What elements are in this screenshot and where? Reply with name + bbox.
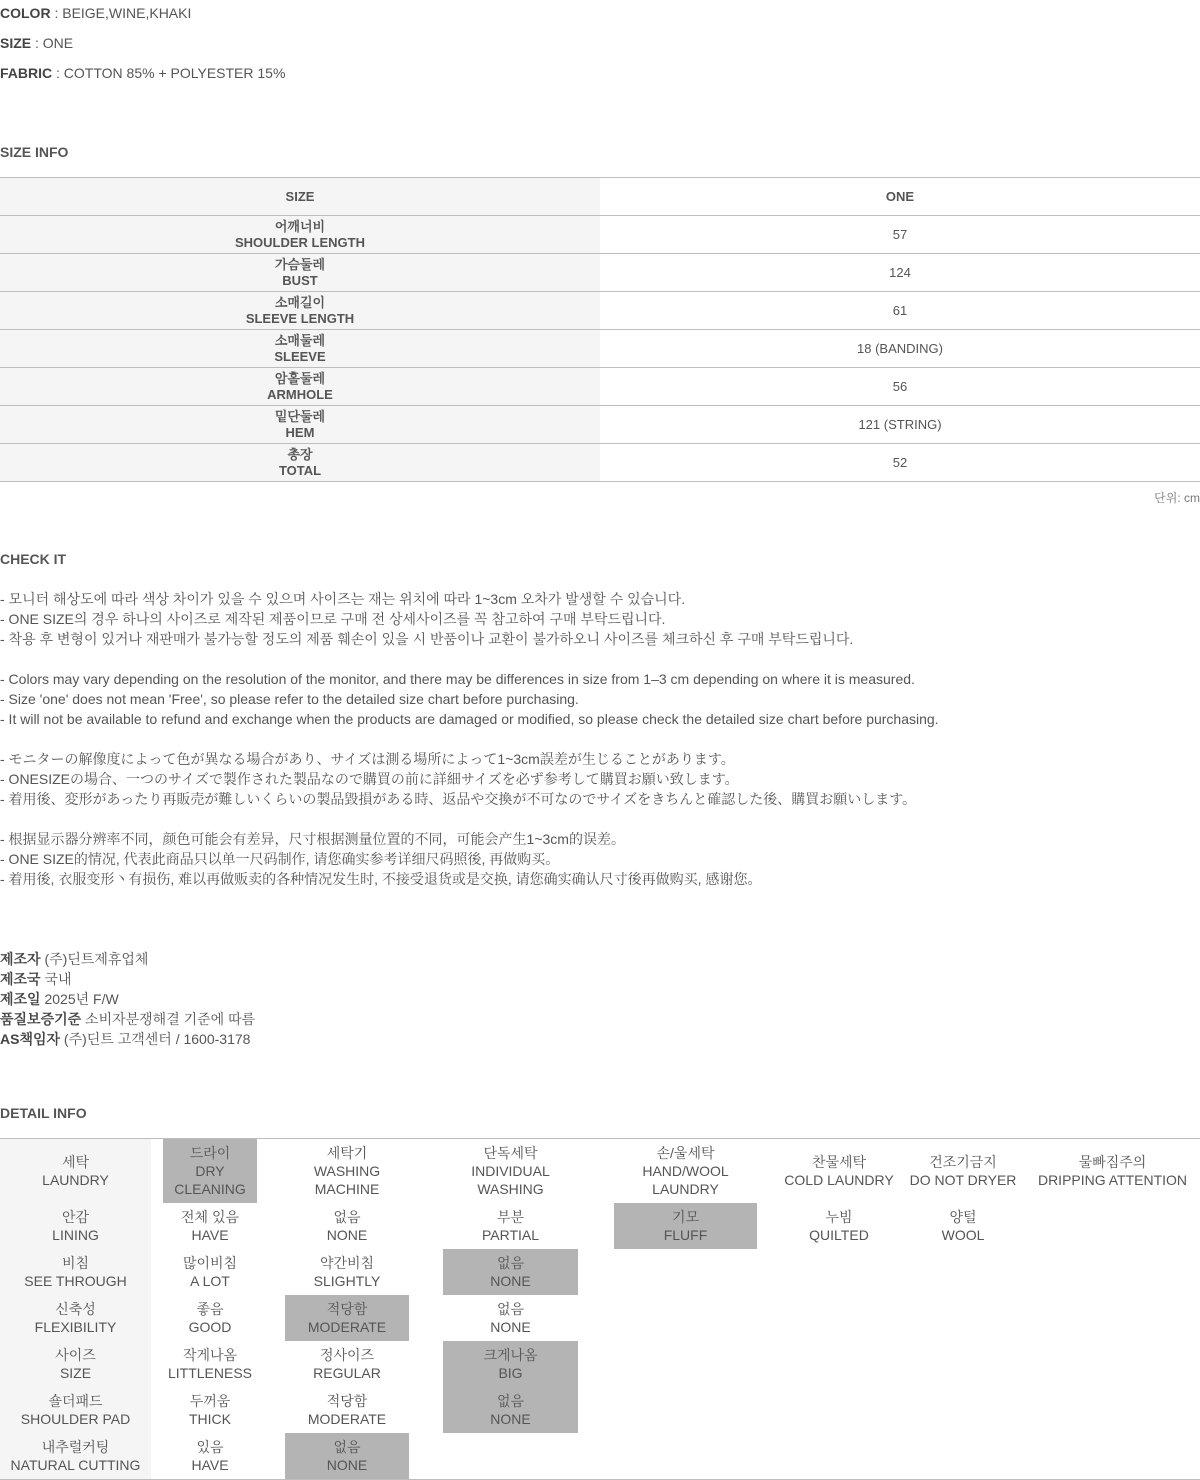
size-row-label <box>0 444 600 482</box>
spec-size-label: SIZE <box>0 35 32 51</box>
detail-option-text: 단독세탁 <box>483 1145 538 1161</box>
detail-option-text: A LOT <box>190 1273 230 1289</box>
maker-line <box>0 969 255 989</box>
notes-japanese <box>0 749 916 809</box>
size-row-label-en: BUST <box>282 272 318 288</box>
size-row-label-ko: 총장 <box>287 446 313 462</box>
spec-color-value: : BEIGE,WINE,KHAKI <box>50 5 192 21</box>
maker-info <box>0 949 255 1049</box>
detail-option <box>443 1203 578 1249</box>
detail-option-text: 없음 <box>333 1439 361 1455</box>
maker-line <box>0 949 255 969</box>
detail-option <box>285 1249 409 1295</box>
detail-option-text: BIG <box>498 1365 523 1381</box>
maker-value: 국내 <box>40 971 72 987</box>
detail-label-text: 사이즈 <box>55 1347 96 1363</box>
size-row-label-en: SLEEVE LENGTH <box>245 310 355 326</box>
detail-label-text: NATURAL CUTTING <box>10 1457 141 1473</box>
detail-option-text: NONE <box>326 1457 368 1473</box>
detail-option-text: THICK <box>189 1411 231 1427</box>
size-table-header-row <box>0 178 1200 216</box>
size-header-value: ONE <box>600 178 1200 216</box>
size-info-title: SIZE INFO <box>0 144 69 160</box>
maker-label: 품질보증기준 <box>0 1011 82 1027</box>
detail-label-text: SEE THROUGH <box>24 1273 127 1289</box>
detail-option-text: 세탁기 <box>326 1145 368 1161</box>
detail-option-selected <box>163 1139 257 1203</box>
maker-line <box>0 1009 255 1029</box>
spec-size <box>0 35 73 51</box>
detail-row-label <box>0 1139 151 1203</box>
detail-option-text: DRIPPING ATTENTION <box>1037 1172 1188 1188</box>
detail-option-text: MODERATE <box>307 1411 387 1427</box>
note-line: - 着用後, 衣服变形丶有损伤, 难以再做贩卖的各种情况发生时, 不接受退货或是交换, 请您确实确认尺寸後再做购买, 感谢您。 <box>0 871 762 887</box>
detail-label-text: FLEXIBILITY <box>34 1319 117 1335</box>
detail-option <box>443 1295 578 1341</box>
maker-value: 소비자분쟁해결 기준에 따름 <box>81 1011 256 1027</box>
unit-note: 단위: cm <box>1154 491 1200 505</box>
size-row-label-en: HEM <box>285 424 315 440</box>
size-row-label-en: SLEEVE <box>274 348 326 364</box>
size-row-label <box>0 292 600 330</box>
detail-option <box>163 1433 257 1479</box>
detail-option-text: NONE <box>490 1411 531 1427</box>
detail-option-text: 찬물세탁 <box>811 1154 867 1170</box>
detail-option-selected <box>285 1433 409 1479</box>
spec-fabric-value: : COTTON 85% + POLYESTER 15% <box>52 65 286 81</box>
detail-option-text: WOOL <box>941 1227 985 1243</box>
detail-row-label <box>0 1387 151 1433</box>
maker-value: (주)딘트제휴업체 <box>40 951 149 967</box>
size-row-label <box>0 368 600 406</box>
size-row-value: 121 (STRING) <box>600 406 1200 444</box>
detail-option-selected <box>614 1203 757 1249</box>
note-line: - 着用後、変形があったり再販売が難しいくらいの製品毀損がある時、返品や交換が不可なのでサイズをきちんと確認した後、購買お願いします。 <box>0 791 917 807</box>
detail-option-text: CLEANING <box>174 1181 246 1197</box>
note-line: - 모니터 해상도에 따라 색상 차이가 있을 수 있으며 사이즈는 재는 위치에 따라 1~3cm 오차가 발생할 수 있습니다. <box>0 591 686 607</box>
notes-english <box>0 669 939 729</box>
detail-option-text: HAVE <box>191 1457 229 1473</box>
size-row-label <box>0 406 600 444</box>
spec-fabric <box>0 65 285 81</box>
size-row-label-ko: 어깨너비 <box>274 218 326 234</box>
size-table-row <box>0 406 1200 444</box>
detail-option <box>443 1139 578 1203</box>
detail-option-text: 전체 있음 <box>181 1209 239 1225</box>
size-row-label <box>0 330 600 368</box>
size-row-value: 61 <box>600 292 1200 330</box>
spec-fabric-label: FABRIC <box>0 65 53 81</box>
detail-option-text: NONE <box>490 1319 531 1335</box>
size-table-row <box>0 444 1200 482</box>
size-table-row <box>0 292 1200 330</box>
detail-option-text: 건조기금지 <box>929 1154 997 1170</box>
size-row-label-en: SHOULDER LENGTH <box>235 234 365 250</box>
maker-label: 제조국 <box>0 971 41 987</box>
detail-option-text: 많이비침 <box>182 1255 238 1271</box>
maker-value: (주)딘트 고객센터 / 1600-3178 <box>60 1031 251 1047</box>
detail-option-text: QUILTED <box>809 1227 869 1243</box>
notes-korean <box>0 589 853 649</box>
size-row-value: 52 <box>600 444 1200 482</box>
note-line: - ONE SIZE的情况, 代表此商品只以单一尺码制作, 请您确实参考详细尺码照後, 再做购买。 <box>0 851 560 867</box>
size-row-label-ko: 암홀둘레 <box>274 370 326 386</box>
size-row-value: 124 <box>600 254 1200 292</box>
size-row-label-en: ARMHOLE <box>267 386 333 402</box>
detail-option-selected <box>443 1341 578 1387</box>
spec-color <box>0 5 191 21</box>
detail-option <box>285 1139 409 1203</box>
detail-option-text: 물빠짐주의 <box>1078 1154 1147 1170</box>
detail-label-text: LINING <box>52 1227 99 1243</box>
detail-option-text: DRY <box>195 1163 225 1179</box>
size-row-label-ko: 소매둘레 <box>274 332 326 348</box>
detail-option <box>163 1341 257 1387</box>
detail-option-text: 부분 <box>496 1209 525 1225</box>
size-row-label-en: TOTAL <box>278 462 322 478</box>
detail-option-text: NONE <box>326 1227 368 1243</box>
detail-label-text: SHOULDER PAD <box>20 1411 131 1427</box>
note-line: - ONE SIZE의 경우 하나의 사이즈로 제작된 제품이므로 구매 전 상세사이즈를 꼭 참고하여 구매 부탁드립니다. <box>0 611 666 627</box>
size-row-label-ko: 소매길이 <box>274 294 326 310</box>
maker-label: 제조일 <box>0 991 41 1007</box>
detail-label-text: 신축성 <box>55 1301 96 1317</box>
detail-option <box>779 1203 899 1249</box>
size-row-value: 18 (BANDING) <box>600 330 1200 368</box>
note-line: - It will not be available to refund and exchange when the products are damaged or modified, so please check the detailed size chart before purchasing. <box>0 711 939 727</box>
detail-option <box>900 1203 1026 1249</box>
detail-option-selected <box>443 1249 578 1295</box>
detail-option-text: 없음 <box>333 1209 361 1225</box>
spec-color-label: COLOR <box>0 5 51 21</box>
size-table-row <box>0 368 1200 406</box>
detail-option-text: GOOD <box>188 1319 232 1335</box>
detail-option-text: 없음 <box>496 1255 525 1271</box>
detail-option <box>163 1295 257 1341</box>
size-header-label: SIZE <box>0 178 600 216</box>
detail-label-text: 비침 <box>61 1255 90 1271</box>
detail-option-text: 누빔 <box>825 1209 853 1225</box>
detail-option-text: 있음 <box>196 1439 224 1455</box>
size-row-label <box>0 216 600 254</box>
detail-option-text: 두꺼움 <box>189 1393 231 1409</box>
detail-option-selected <box>285 1295 409 1341</box>
detail-option-text: PARTIAL <box>481 1227 540 1243</box>
detail-option-text: 손/울세탁 <box>656 1145 715 1161</box>
note-line: - 착용 후 변형이 있거나 재판매가 불가능할 정도의 제품 훼손이 있을 시 반품이나 교환이 불가하오니 사이즈를 체크하신 후 구매 부탁드립니다. <box>0 631 854 647</box>
detail-option <box>779 1139 899 1203</box>
detail-row-label <box>0 1433 151 1479</box>
detail-option <box>285 1203 409 1249</box>
detail-option-text: 기모 <box>671 1209 700 1225</box>
detail-option-text: 크게나옴 <box>483 1347 538 1363</box>
size-row-value: 57 <box>600 216 1200 254</box>
spec-size-value: : ONE <box>31 35 74 51</box>
size-table-row <box>0 254 1200 292</box>
detail-option-text: MODERATE <box>307 1319 387 1335</box>
detail-label-text: SIZE <box>59 1365 92 1381</box>
detail-option-text: COLD LAUNDRY <box>784 1172 894 1188</box>
maker-line <box>0 1029 255 1049</box>
detail-option-text: DO NOT DRYER <box>909 1172 1017 1188</box>
detail-option <box>900 1139 1026 1203</box>
size-table <box>0 177 1200 482</box>
size-table-row <box>0 330 1200 368</box>
note-line: - モニターの解像度によって色が異なる場合があり、サイズは測る場所によって1~3cm誤差が生じることがあります。 <box>0 751 735 767</box>
detail-option-selected <box>443 1387 578 1433</box>
detail-option-text: LITTLENESS <box>167 1365 253 1381</box>
note-line: - Size 'one' does not mean 'Free', so please refer to the detailed size chart before purchasing. <box>0 691 579 707</box>
detail-option-text: 정사이즈 <box>319 1347 375 1363</box>
size-row-label-ko: 가슴둘레 <box>274 256 326 272</box>
detail-row-label <box>0 1341 151 1387</box>
notes-chinese <box>0 829 761 889</box>
detail-option <box>163 1249 257 1295</box>
detail-option-text: 약간비침 <box>319 1255 375 1271</box>
size-row-label-ko: 밑단둘레 <box>274 408 326 424</box>
detail-option-text: HAND/WOOL LAUNDRY <box>642 1163 729 1197</box>
detail-option-text: HAVE <box>191 1227 229 1243</box>
detail-row-label <box>0 1295 151 1341</box>
detail-option <box>1025 1139 1200 1203</box>
detail-label-text: 숄더패드 <box>48 1393 103 1409</box>
detail-option-text: 적당함 <box>326 1393 368 1409</box>
detail-option-text: 적당함 <box>326 1301 368 1317</box>
detail-option-text: WASHING MACHINE <box>313 1163 381 1197</box>
detail-option-text: REGULAR <box>313 1365 381 1381</box>
detail-option <box>614 1139 757 1203</box>
detail-row-label <box>0 1203 151 1249</box>
size-table-row <box>0 216 1200 254</box>
maker-value: 2025년 F/W <box>40 991 119 1007</box>
size-row-label <box>0 254 600 292</box>
detail-option-text: 없음 <box>496 1301 525 1317</box>
detail-option-text: 드라이 <box>189 1145 231 1161</box>
detail-option-text: FLUFF <box>663 1227 708 1243</box>
detail-option <box>285 1387 409 1433</box>
maker-line <box>0 989 255 1009</box>
detail-option-text: 좋음 <box>196 1301 224 1317</box>
detail-option-text: 작게나옴 <box>182 1347 238 1363</box>
detail-label-text: 내추럴커팅 <box>41 1439 110 1455</box>
size-row-value: 56 <box>600 368 1200 406</box>
note-line: - ONESIZEの場合、一つのサイズで製作された製品なので購買の前に詳細サイズを必ず参考して購買お願い致します。 <box>0 771 739 787</box>
detail-option <box>163 1203 257 1249</box>
check-it-title: CHECK IT <box>0 551 67 567</box>
detail-label-text: LAUNDRY <box>42 1172 109 1188</box>
detail-label-text: 세탁 <box>61 1154 90 1170</box>
detail-option <box>163 1387 257 1433</box>
detail-option-text: 없음 <box>496 1393 525 1409</box>
detail-option-text: INDIVIDUAL WASHING <box>471 1163 550 1197</box>
detail-row-label <box>0 1249 151 1295</box>
note-line: - Colors may vary depending on the resolution of the monitor, and there may be differences in size from 1–3 cm depending on where it is measured. <box>0 671 915 687</box>
note-line: - 根据显示器分辨率不同，颜色可能会有差异，尺寸根据测量位置的不同，可能会产生1~3cm的误差。 <box>0 831 625 847</box>
maker-label: 제조자 <box>0 951 41 967</box>
detail-label-text: 안감 <box>61 1209 90 1225</box>
detail-option-text: SLIGHTLY <box>313 1273 381 1289</box>
detail-option-text: 양털 <box>949 1209 977 1225</box>
detail-option <box>285 1341 409 1387</box>
detail-option-text: NONE <box>490 1273 531 1289</box>
maker-label: AS책임자 <box>0 1031 61 1047</box>
detail-info-title: DETAIL INFO <box>0 1105 87 1121</box>
